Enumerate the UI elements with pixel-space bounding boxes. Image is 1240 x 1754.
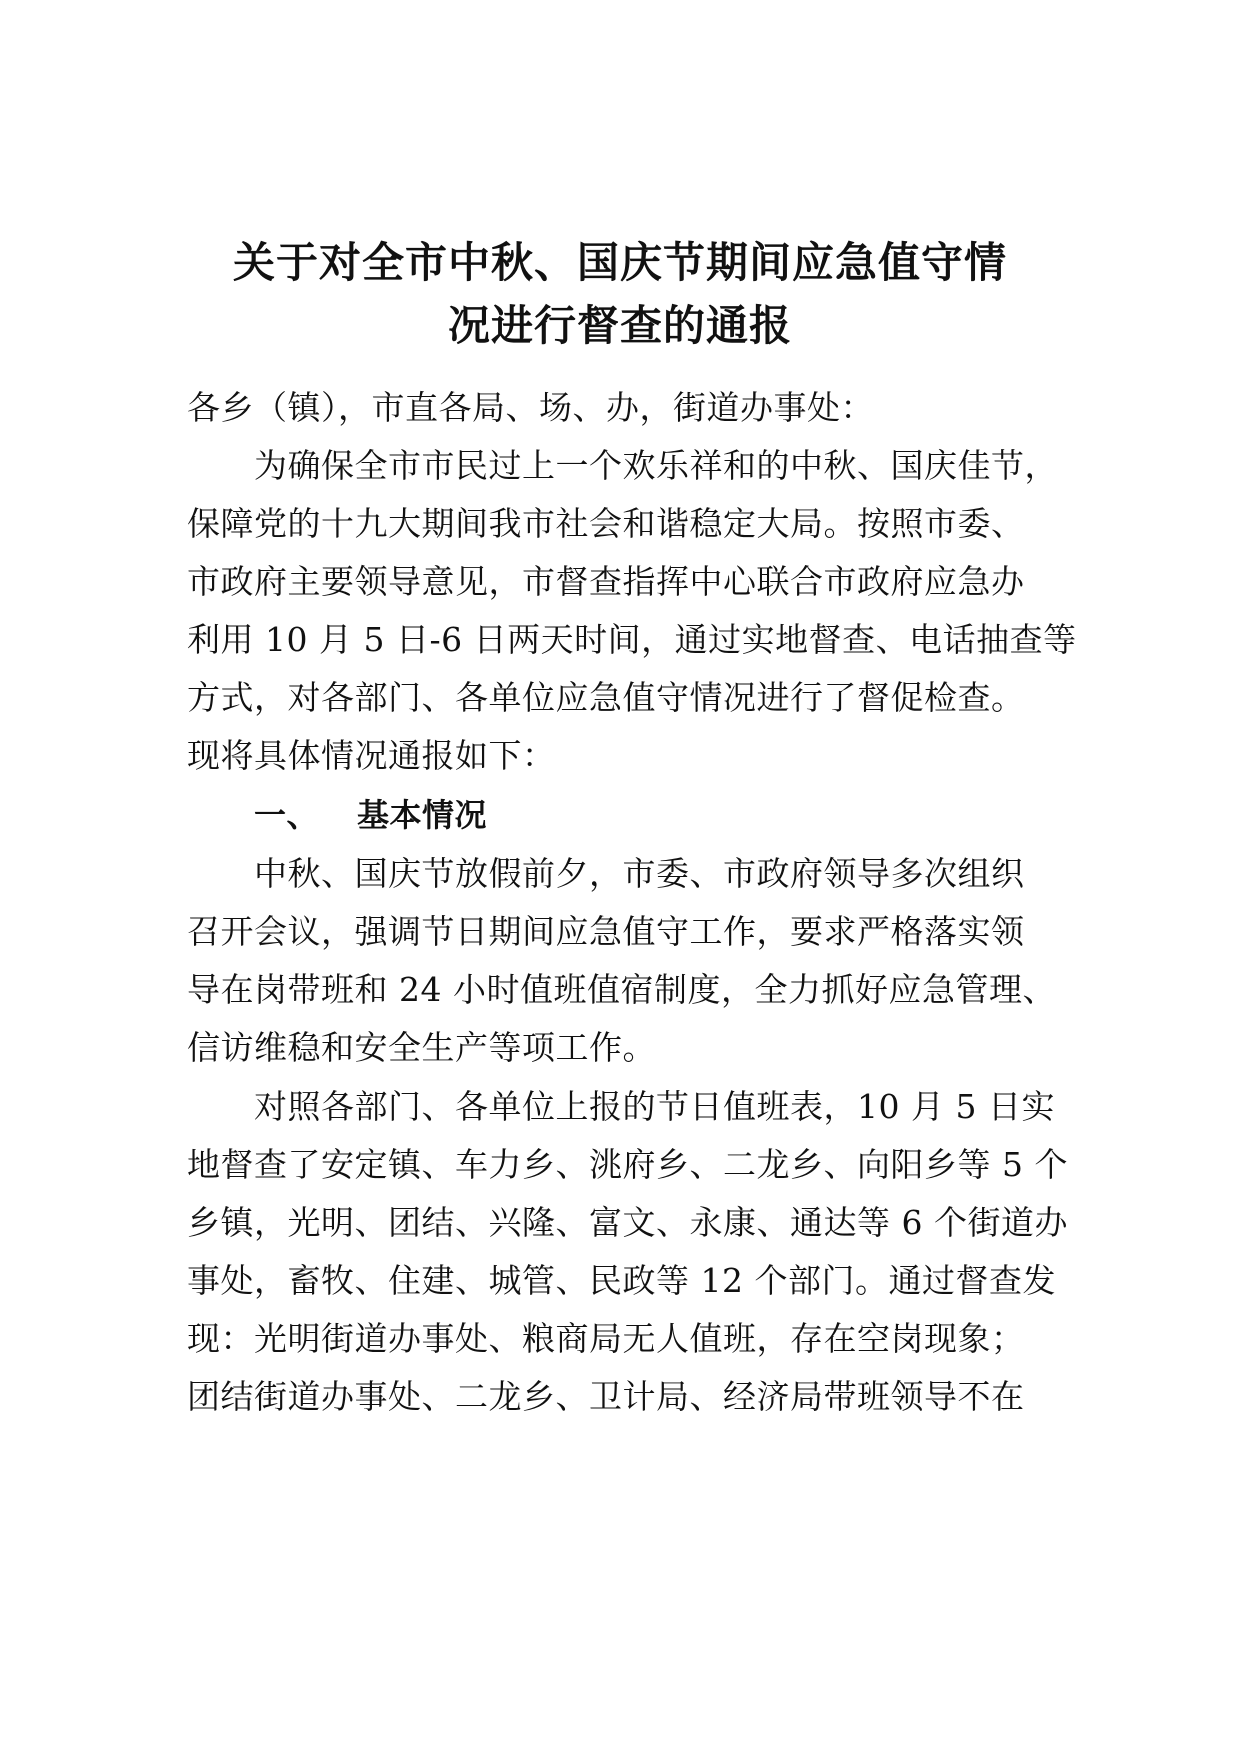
document-title-line-2: 况进行督查的通报 (447, 301, 792, 350)
paragraph-1-line-6: 现将具体情况通报如下： (187, 736, 556, 775)
paragraph-2-line-4: 信访维稳和安全生产等项工作。 (187, 1028, 656, 1067)
paragraph-3-line-1: 对照各部门、各单位上报的节日值班表，10 月 5 日实 (254, 1087, 1055, 1126)
section-heading-1 (254, 790, 487, 840)
paragraph-2-line-2: 召开会议，强调节日期间应急值守工作，要求严格落实领 (187, 912, 1025, 951)
document-title-line-1: 关于对全市中秋、国庆节期间应急值守情 (232, 238, 1007, 287)
paragraph-2-line-1: 中秋、国庆节放假前夕，市委、市政府领导多次组织 (254, 854, 1025, 893)
paragraph-3-line-4: 事处，畜牧、住建、城管、民政等 12 个部门。通过督查发 (187, 1261, 1056, 1300)
paragraph-3-line-2: 地督查了安定镇、车力乡、洮府乡、二龙乡、向阳乡等 5 个 (187, 1145, 1068, 1184)
section-title: 基本情况 (357, 796, 488, 834)
paragraph-1-line-5: 方式，对各部门、各单位应急值守情况进行了督促检查。 (187, 678, 1025, 717)
paragraph-1-line-3: 市政府主要领导意见，市督查指挥中心联合市政府应急办 (187, 562, 1025, 601)
paragraph-2-line-3: 导在岗带班和 24 小时值班值宿制度，全力抓好应急管理、 (187, 970, 1056, 1009)
section-number: 一、 (254, 796, 320, 834)
paragraph-1-line-2: 保障党的十九大期间我市社会和谐稳定大局。按照市委、 (187, 504, 1025, 543)
paragraph-1-line-1: 为确保全市市民过上一个欢乐祥和的中秋、国庆佳节， (254, 446, 1058, 485)
paragraph-3-line-3: 乡镇，光明、团结、兴隆、富文、永康、通达等 6 个街道办 (187, 1203, 1068, 1242)
salutation: 各乡（镇），市直各局、场、办，街道办事处： (187, 388, 874, 427)
paragraph-3-line-6: 团结街道办事处、二龙乡、卫计局、经济局带班领导不在 (187, 1377, 1025, 1416)
paragraph-3-line-5: 现：光明街道办事处、粮商局无人值班，存在空岗现象； (187, 1319, 1025, 1358)
paragraph-1-line-4: 利用 10 月 5 日-6 日两天时间，通过实地督查、电话抽查等 (187, 620, 1077, 659)
